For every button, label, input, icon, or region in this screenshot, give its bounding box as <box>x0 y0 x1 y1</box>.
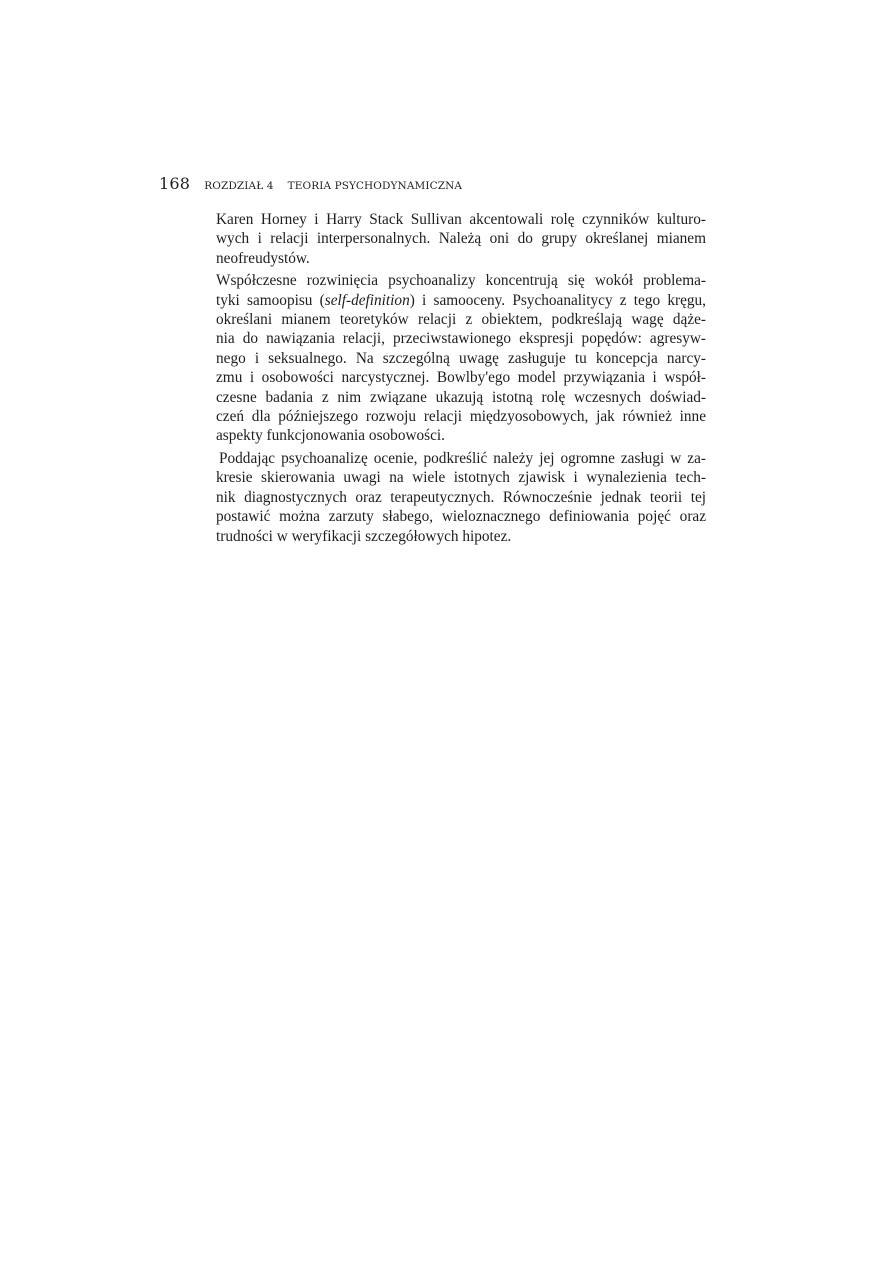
chapter-label: ROZDZIAŁ 4 <box>204 180 274 192</box>
text-line: aspekty funkcjonowania osobowości. <box>216 427 445 445</box>
page-number: 168 <box>159 174 191 193</box>
paragraph-3 <box>216 449 706 546</box>
text-line: kresie skierowania uwagi na wiele istotnych zjawisk i wynalezienia tech- <box>216 469 706 487</box>
italic-term: self-definition <box>324 291 410 309</box>
text-fragment: tyki samoopisu ( <box>216 291 325 309</box>
text-line <box>216 291 706 310</box>
text-line: Karen Horney i Harry Stack Sullivan akcentowali rolę czynników kulturo- <box>216 211 706 228</box>
text-line: nik diagnostycznych oraz terapeutycznych. Równocześnie jednak teorii tej <box>216 488 706 506</box>
text-line: czeń dla późniejszego rozwoju relacji międzyosobowych, jak również inne <box>216 408 706 426</box>
text-line: określani mianem teoretyków relacji z obiektem, podkreślają wagę dąże- <box>216 311 706 329</box>
text-line: neofreudystów. <box>216 249 310 267</box>
text-line: nego i seksualnego. Na szczególną uwagę zasługuje tu koncepcja narcy- <box>216 349 706 367</box>
text-line: postawić można zarzuty słabego, wieloznacznego definiowania pojęć oraz <box>216 508 706 526</box>
paragraph-2 <box>216 271 706 446</box>
paragraph-1 <box>216 210 706 268</box>
body-text <box>216 210 706 549</box>
text-fragment: ) i samooceny. Psychoanalitycy z tego kręgu, <box>409 291 706 309</box>
text-line: czesne badania z nim związane ukazują istotną rolę wczesnych doświad- <box>216 388 706 406</box>
text-line: Poddając psychoanalizę ocenie, podkreślić należy jej ogromne zasługi w za- <box>219 449 706 467</box>
chapter-title: TEORIA PSYCHODYNAMICZNA <box>287 180 463 192</box>
text-line: wych i relacji interpersonalnych. Należą oni do grupy określanej mianem <box>216 230 706 248</box>
text-line: Współczesne rozwinięcia psychoanalizy koncentrują się wokół problema- <box>216 272 706 290</box>
running-header <box>159 174 719 196</box>
text-line: nia do nawiązania relacji, przeciwstawionego ekspresji popędów: agresyw- <box>216 330 706 348</box>
text-line: trudności w weryfikacji szczegółowych hipotez. <box>216 527 512 545</box>
text-line: zmu i osobowości narcystycznej. Bowlby'ego model przywiązania i współ- <box>216 369 706 387</box>
